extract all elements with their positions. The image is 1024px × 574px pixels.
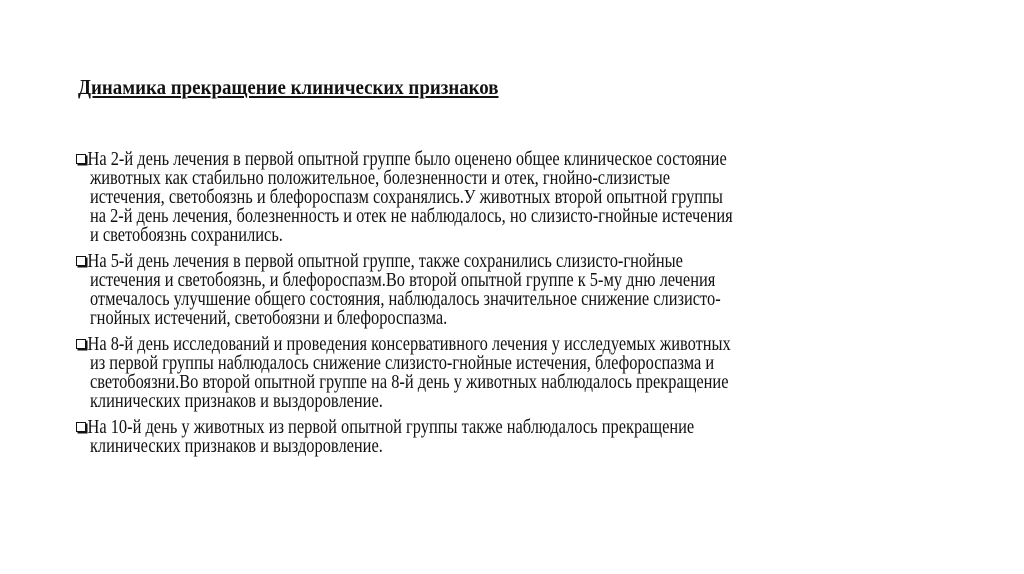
- text-line: На 2-й день лечения в первой опытной группе было оценено общее клиническое состояние: [87, 148, 727, 170]
- text-line: истечения и светобоязнь, и блефороспазм.Во второй опытной группе к 5-му дню лечения: [89, 269, 716, 291]
- text-line: На 5-й день лечения в первой опытной группе, также сохранились слизисто-гнойные: [87, 250, 683, 272]
- text-line: На 8-й день исследований и проведения консервативного лечения у исследуемых животных: [87, 333, 731, 355]
- text-line: животных как стабильно положительное, болезненности и отек, гнойно-слизистые: [89, 167, 671, 189]
- text-line: клинических признаков и выздоровление.: [89, 390, 383, 412]
- text-line: и светобоязнь сохранились.: [89, 224, 283, 246]
- bullet-list: [76, 150, 1024, 463]
- text-line: из первой группы наблюдалось снижение слизисто-гнойные истечения, блефороспазма и: [89, 352, 715, 374]
- text-line: на 2-й день лечения, болезненность и отек не наблюдалось, но слизисто-гнойные истечения: [89, 205, 733, 227]
- text-line: На 10-й день у животных из первой опытной группы также наблюдалось прекращение: [87, 416, 695, 438]
- text-line: гнойных истечений, светобоязни и блефороспазма.: [89, 307, 448, 329]
- bullet-paragraph: [76, 418, 1024, 456]
- text-line: светобоязни.Во второй опытной группе на 8-й день у животных наблюдалось прекращение: [89, 371, 729, 393]
- text-line: истечения, светобоязнь и блефороспазм сохранялись.У животных второй опытной группы: [89, 186, 723, 208]
- bullet-paragraph: [76, 335, 1024, 411]
- text-line: клинических признаков и выздоровление.: [89, 435, 383, 457]
- slide-title: Динамика прекращение клинических признаков: [78, 75, 499, 99]
- bullet-paragraph: [76, 150, 1024, 245]
- bullet-paragraph: [76, 252, 1024, 328]
- text-line: отмечалось улучшение общего состояния, наблюдалось значительное снижение слизисто-: [89, 288, 721, 310]
